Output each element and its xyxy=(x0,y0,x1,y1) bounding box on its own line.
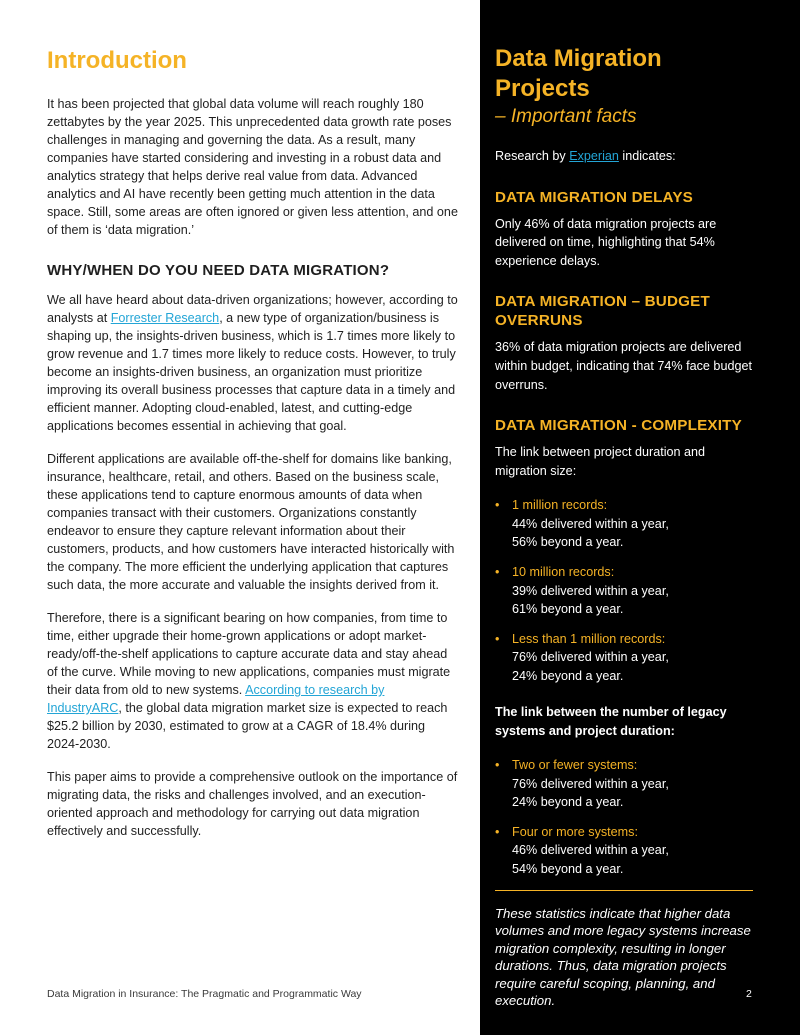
budget-text: 36% of data migration projects are delivered within budget, indicating that 74% face budget overruns. xyxy=(495,340,752,392)
why-p1-before: We all have heard about data-driven organizations; however, according to analysts at xyxy=(47,293,458,325)
main-column xyxy=(47,46,459,855)
why-p3-after: , the global data migration market size is expected to reach $25.2 billion by 2030, estimated to grow at a CAGR of 18.4% during 2024-2030. xyxy=(47,701,448,751)
legacy-list xyxy=(495,756,752,878)
sidebar-title: Data Migration Projects xyxy=(495,45,662,102)
bullet-label: Less than 1 million records: xyxy=(512,632,666,647)
why-heading: WHY/WHEN DO YOU NEED DATA MIGRATION? xyxy=(47,262,390,279)
why-p1-after: , a new type of organization/business is shaping up, the insights-driven business, which is 1.7 times more likely to grow revenue and 1.7 times more likely to reduce costs. However, to truly become an insights-driven business, an organization must prioritize improving its overall business processes that capture data in a timely and efficient manner. Adopting cloud-enabled, latest, and cutting-edge applications becomes essential in achieving that goal. xyxy=(47,311,456,433)
research-after: indicates: xyxy=(618,149,676,163)
forrester-link[interactable]: Forrester Research xyxy=(110,311,220,325)
facts-sidebar xyxy=(480,0,800,1035)
bullet-line: 56% beyond a year. xyxy=(512,534,624,549)
list-item xyxy=(495,630,752,685)
bullet-icon: • xyxy=(495,758,500,773)
delays-section xyxy=(495,188,752,271)
why-paragraph-2: Different applications are available off-the-shelf for domains like banking, insurance, healthcare, retail, and others. Based on the business scale, these applications tend to capture enormous amounts of data when companies transact with their customers. Organizations constantly endeavor to ensure they capture relevant information about their customers, products, and how customers have interacted historically with the company. The more efficient the underlying application that captures such data, the more accurate and valuable the insights derived from it. xyxy=(47,452,455,592)
bullet-line: 44% delivered within a year, xyxy=(512,516,669,531)
why-paragraph-3 xyxy=(47,609,459,753)
legacy-heading: The link between the number of legacy systems and project duration: xyxy=(495,705,727,738)
delays-text: Only 46% of data migration projects are delivered on time, highlighting that 54% experience delays. xyxy=(495,216,717,268)
bullet-line: 24% beyond a year. xyxy=(512,668,624,683)
intro-title: Introduction xyxy=(47,47,187,74)
complexity-text: The link between project duration and migration size: xyxy=(495,445,706,478)
list-item xyxy=(495,563,752,618)
research-before: Research by xyxy=(495,149,570,163)
intro-paragraph: It has been projected that global data volume will reach roughly 180 zettabytes by the year 2025. This unprecedented data growth rate poses challenges in managing and governing the data. As a result, many companies have started considering and investing in a robust data and analytics strategy that helps derive real value from data. Advanced analytics and AI have recently been getting much attention in the data space. Still, some areas are often ignored or given less attention, and one of them is ‘data migration.’ xyxy=(47,97,458,237)
bullet-label: Four or more systems: xyxy=(512,825,638,840)
bullet-line: 39% delivered within a year, xyxy=(512,583,669,598)
bullet-label: 10 million records: xyxy=(512,565,615,580)
legacy-section xyxy=(495,703,752,878)
complexity-list xyxy=(495,496,752,685)
bullet-icon: • xyxy=(495,632,500,647)
why-paragraph-4: This paper aims to provide a comprehensive outlook on the importance of migrating data, the risks and challenges involved, and an execution-oriented approach and methodology for carrying out data migration effectively and successfully. xyxy=(47,770,458,838)
budget-section xyxy=(495,292,752,394)
bullet-line: 76% delivered within a year, xyxy=(512,650,669,665)
delays-heading: DATA MIGRATION DELAYS xyxy=(495,188,693,206)
bullet-label: 1 million records: xyxy=(512,498,608,513)
complexity-section xyxy=(495,416,752,685)
bullet-label: Two or fewer systems: xyxy=(512,758,638,773)
page-number: 2 xyxy=(746,988,752,1000)
bullet-line: 61% beyond a year. xyxy=(512,601,624,616)
experian-link[interactable]: Experian xyxy=(569,149,619,163)
bullet-icon: • xyxy=(495,825,500,840)
list-item xyxy=(495,756,752,811)
research-line xyxy=(495,147,752,166)
list-item xyxy=(495,496,752,551)
bullet-line: 46% delivered within a year, xyxy=(512,843,669,858)
sidebar-subtitle: – Important facts xyxy=(495,106,637,127)
footer-doc-title: Data Migration in Insurance: The Pragmatic and Programmatic Way xyxy=(47,988,362,1000)
divider xyxy=(495,890,753,891)
bullet-line: 76% delivered within a year, xyxy=(512,776,669,791)
why-p3-before: Therefore, there is a significant bearing on how companies, from time to time, either upgrade their home-grown applications or adopt market-ready/off-the-shelf applications to capture accurate data and stay ahead of the curve. While moving to new applications, companies must migrate their data from old to new systems. xyxy=(47,611,451,697)
budget-heading: DATA MIGRATION – BUDGET OVERRUNS xyxy=(495,293,710,330)
complexity-heading: DATA MIGRATION - COMPLEXITY xyxy=(495,417,742,435)
bullet-icon: • xyxy=(495,498,500,513)
industryarc-link[interactable]: According to research by IndustryARC xyxy=(47,683,385,715)
closing-statement: These statistics indicate that higher data volumes and more legacy systems increase migration complexity, resulting in longer durations. Thus, data migration projects require careful scoping, planning, and execution. xyxy=(495,905,751,1009)
list-item xyxy=(495,823,752,878)
bullet-line: 54% beyond a year. xyxy=(512,861,624,876)
why-paragraph-1 xyxy=(47,291,459,435)
bullet-icon: • xyxy=(495,565,500,580)
bullet-line: 24% beyond a year. xyxy=(512,794,624,809)
